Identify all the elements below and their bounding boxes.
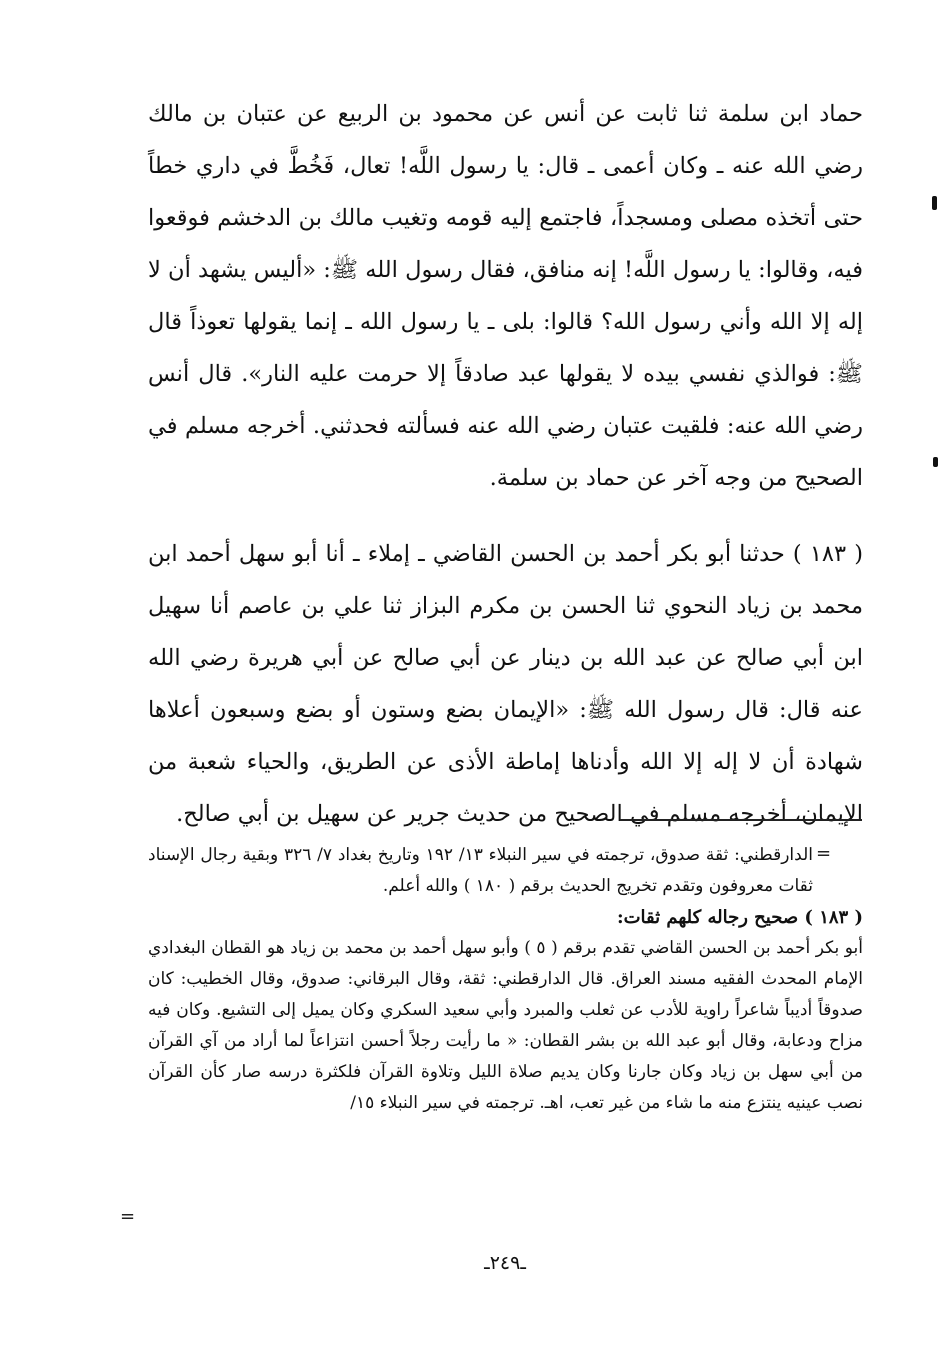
footnote-heading-183: ( ١٨٣ ) صحيح رجاله كلهم ثقات:	[616, 907, 863, 928]
footnote-1: الدارقطني: ثقة صدوق، ترجمته في سير النبلاء ١٣/ ١٩٢ وتاريخ بغداد ٧/ ٣٢٦ وبقية رجال الإسناد ثقات معروفون وتقدم تخريج الحديث برقم ( ١٨٠ ) والله أعلم.	[148, 845, 813, 896]
paragraph-hadith-183: ( ١٨٣ ) حدثنا أبو بكر أحمد بن الحسن القاضي ـ إملاء ـ أنا أبو سهل أحمد ابن محمد بن زياد النحوي ثنا الحسن بن مكرم البزاز ثنا علي بن عاصم أنا سهيل ابن أبي صالح عن عبد الله بن دينار عن أبي صالح عن أبي هريرة رضي الله عنه قال: قال رسول الله ﷺ: «الإيمان بضع وستون أو بضع وسبعون أعلاها شهادة أن لا إله إلا الله وأدناها إماطة الأذى عن الطريق، والحياء شعبة من الإيمان، أخرجه مسلم في الصحيح من حديث جرير عن سهيل بن أبي صالح.	[148, 541, 864, 827]
scan-mark	[933, 457, 938, 467]
main-text	[148, 88, 863, 840]
page-number: ـ٢٤٩ـ	[484, 1252, 526, 1274]
footnote-end-mark: =	[120, 1206, 136, 1227]
footnote-183-body: أبو بكر أحمد بن الحسن القاضي تقدم برقم ( ٥ ) وأبو سهل أحمد بن محمد بن زياد هو القطان البغدادي الإمام المحدث الفقيه مسند العراق. قال الدارقطني: ثقة، وقال البرقاني: صدوق، وقال الخطيب: كان صدوقاً أديباً شاعراً راوية للأدب عن ثعلب والمبرد وأبي سعيد السكري وكان يميل إلى التشيع. وكان فيه مزاح ودعابة، وقال أبو عبد الله بن بشر القطان: « ما رأيت رجلاً أحسن انتزاعاً لما أراد من آي القرآن من أبي سهل بن زياد وكان جارنا وكان يديم صلاة الليل وتلاوة القرآن فلكثرة درسه صار كأن القرآن نصب عينيه ينتزع منه ما شاء من غير تعب، اهـ. ترجمته في سير النبلاء ١٥/	[148, 938, 863, 1113]
footnote-separator	[620, 819, 862, 821]
paragraph-hadith-continuation: حماد ابن سلمة ثنا ثابت عن أنس عن محمود بن الربيع عن عتبان بن مالك رضي الله عنه ـ وكان أعمى ـ قال: يا رسول اللَّه! تعال، فَخُطَّ في داري خطاً حتى أتخذه مصلى ومسجداً، فاجتمع إليه قومه وتغيب مالك بن الدخشم فوقعوا فيه، وقالوا: يا رسول اللَّه! إنه منافق، فقال رسول الله ﷺ: «أليس يشهد أن لا إله إلا الله وأني رسول الله؟ قالوا: بلى ـ يا رسول الله ـ إنما يقولها تعوذاً قال ﷺ: فوالذي نفسي بيده لا يقولها عبد صادقاً إلا حرمت عليه النار». قال أنس رضي الله عنه: فلقيت عتبان رضي الله عنه فسألته فحدثني. أخرجه مسلم في الصحيح من وجه آخر عن حماد بن سلمة.	[148, 101, 863, 491]
footnote-continuation-mark: =	[816, 843, 832, 864]
scan-mark	[932, 196, 937, 210]
footnotes	[148, 840, 863, 1119]
